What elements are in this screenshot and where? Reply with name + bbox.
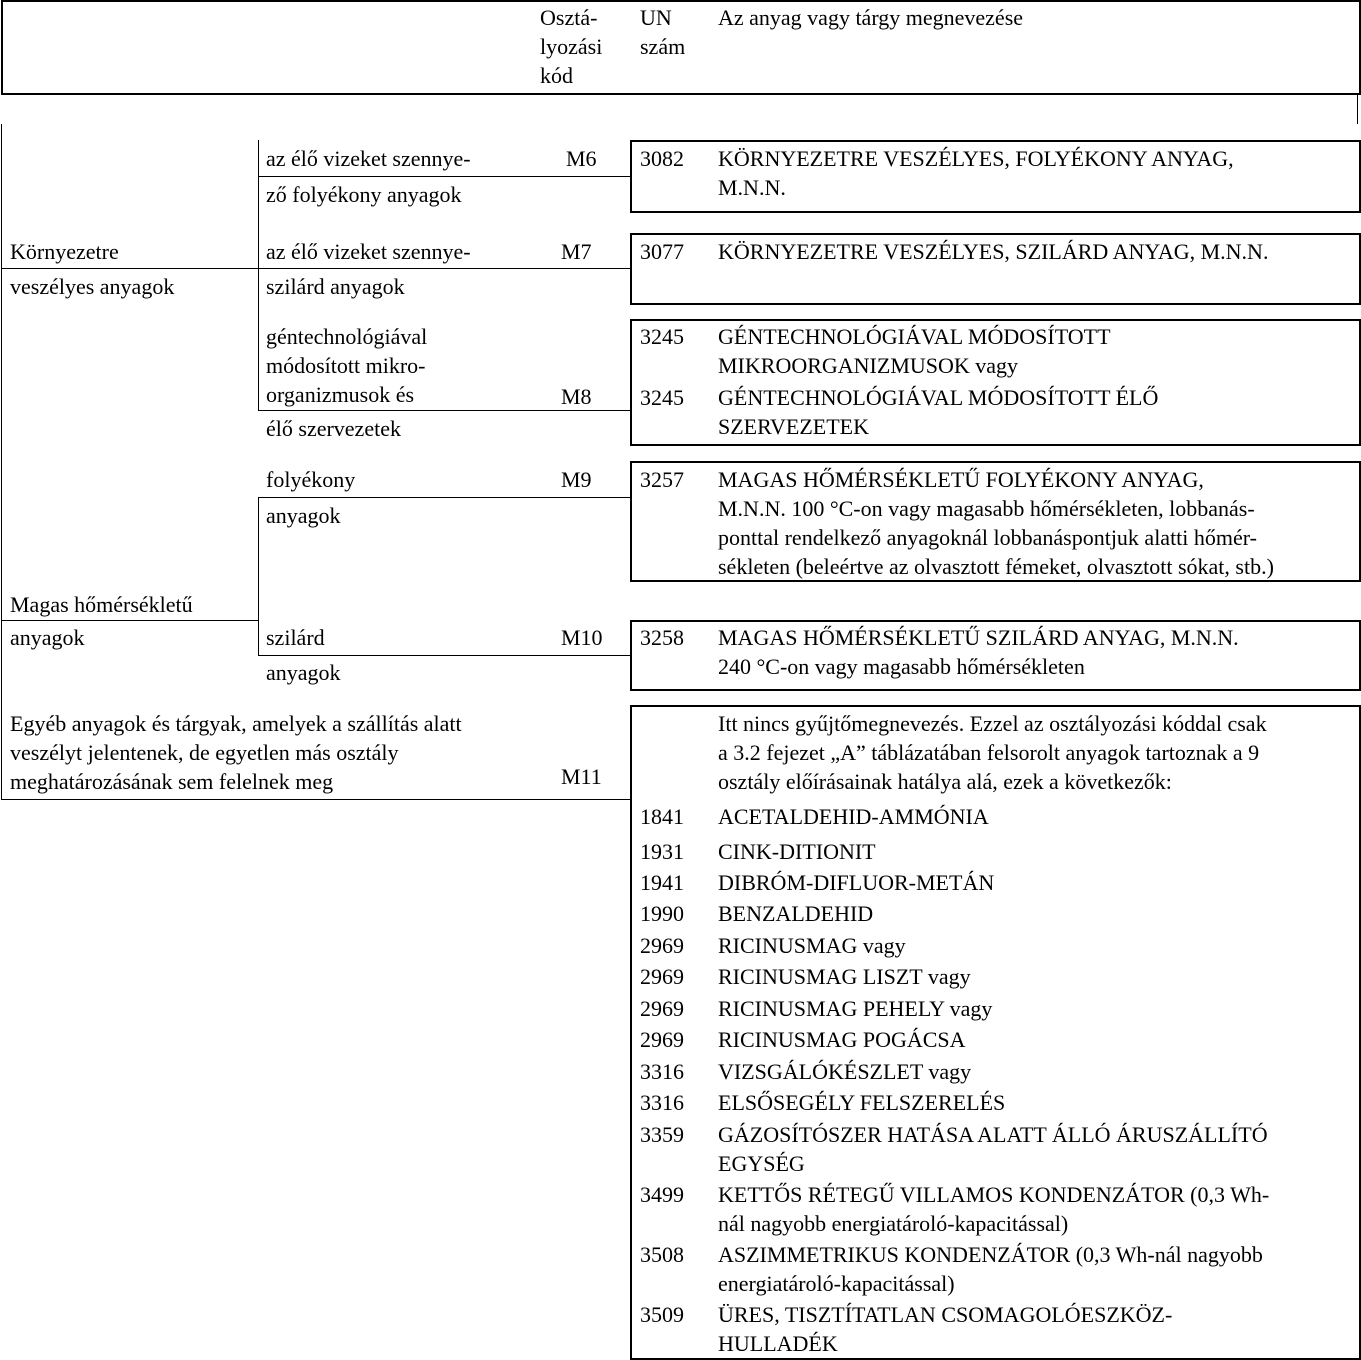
- entry-name: ponttal rendelkező anyagoknál lobbanáspontjuk alatti hőmér-: [718, 525, 1257, 550]
- entry-name: VIZSGÁLÓKÉSZLET vagy: [718, 1059, 972, 1084]
- entry-name: RICINUSMAG POGÁCSA: [718, 1027, 966, 1052]
- entry-name: SZERVEZETEK: [718, 414, 869, 439]
- sub-m8-line1: géntechnológiával: [266, 324, 428, 349]
- code-m8: M8: [561, 384, 592, 409]
- entry-name: sékleten (beleértve az olvasztott fémeket, olvasztott sókat, stb.): [718, 554, 1274, 579]
- entry-name: M.N.N.: [718, 175, 786, 200]
- un-number: 3499: [640, 1182, 684, 1207]
- code-m11: M11: [561, 764, 602, 789]
- code-m6: M6: [566, 146, 597, 171]
- sub-m8-line2: módosított mikro-: [266, 353, 426, 378]
- tree-line: [1, 268, 258, 269]
- header-name: Az anyag vagy tárgy megnevezése: [718, 5, 1024, 30]
- un-number: 3245: [640, 324, 684, 349]
- entry-name: HULLADÉK: [718, 1331, 838, 1356]
- sub-m8-line3: organizmusok és: [266, 382, 415, 407]
- sub-m10-line1: szilárd: [266, 625, 325, 650]
- group-other-line1: Egyéb anyagok és tárgyak, amelyek a szállítás alatt: [10, 711, 462, 736]
- entry-name: 240 °C-on vagy magasabb hőmérsékleten: [718, 654, 1085, 679]
- sub-m9-line2: anyagok: [266, 503, 341, 528]
- entry-name: KÖRNYEZETRE VESZÉLYES, FOLYÉKONY ANYAG,: [718, 146, 1234, 171]
- tree-line: [258, 176, 631, 177]
- entry-name: MIKROORGANIZMUSOK vagy: [718, 353, 1019, 378]
- entry-name: GÁZOSÍTÓSZER HATÁSA ALATT ÁLLÓ ÁRUSZÁLLÍTÓ: [718, 1122, 1268, 1147]
- un-number: 3509: [640, 1302, 684, 1327]
- header-un-line1: UN: [640, 5, 672, 30]
- group-other-line3: meghatározásának sem felelnek meg: [10, 769, 334, 794]
- header-code-line3: kód: [540, 63, 573, 88]
- tree-line: [258, 140, 259, 410]
- un-number: 1841: [640, 804, 684, 829]
- tree-line: [1, 620, 258, 621]
- un-number: 3508: [640, 1242, 684, 1267]
- sub-m8-line4: élő szervezetek: [266, 416, 401, 441]
- entry-name: energiatároló-kapacitással): [718, 1271, 955, 1296]
- entry-name: MAGAS HŐMÉRSÉKLETŰ SZILÁRD ANYAG, M.N.N.: [718, 625, 1239, 650]
- entry-name: GÉNTECHNOLÓGIÁVAL MÓDOSÍTOTT: [718, 324, 1111, 349]
- entry-name: KETTŐS RÉTEGŰ VILLAMOS KONDENZÁTOR (0,3 Wh-: [718, 1182, 1270, 1207]
- tree-line: [258, 268, 631, 269]
- group-hot-line1: Magas hőmérsékletű: [10, 592, 193, 617]
- entry-name: EGYSÉG: [718, 1151, 805, 1176]
- un-number: 2969: [640, 964, 684, 989]
- sub-m7-line1: az élő vizeket szennye-: [266, 239, 471, 264]
- entry-name: CINK-DITIONIT: [718, 839, 876, 864]
- tree-line: [258, 655, 631, 656]
- code-m9: M9: [561, 467, 592, 492]
- un-number: 1990: [640, 901, 684, 926]
- group-hot-line2: anyagok: [10, 625, 85, 650]
- un-number: 3359: [640, 1122, 684, 1147]
- tree-line: [1, 799, 631, 800]
- entry-name: ÜRES, TISZTÍTATLAN CSOMAGOLÓESZKÖZ-: [718, 1302, 1173, 1327]
- sub-m6-line2: ző folyékony anyagok: [266, 182, 462, 207]
- sub-m6-line1: az élő vizeket szennye-: [266, 146, 471, 171]
- entry-name: MAGAS HŐMÉRSÉKLETŰ FOLYÉKONY ANYAG,: [718, 467, 1204, 492]
- entry-name: GÉNTECHNOLÓGIÁVAL MÓDOSÍTOTT ÉLŐ: [718, 385, 1159, 410]
- group-other-line2: veszélyt jelentenek, de egyetlen más osztály: [10, 740, 399, 765]
- left-edge: [1, 124, 2, 800]
- entry-name: RICINUSMAG vagy: [718, 933, 906, 958]
- tree-line: [258, 497, 259, 655]
- header-un-line2: szám: [640, 34, 686, 59]
- un-number: 3316: [640, 1090, 684, 1115]
- entry-name: nál nagyobb energiatároló-kapacitással): [718, 1211, 1069, 1236]
- code-m10: M10: [561, 625, 603, 650]
- entry-name: RICINUSMAG LISZT vagy: [718, 964, 971, 989]
- un-number: 3082: [640, 146, 684, 171]
- un-number: 3077: [640, 239, 684, 264]
- sub-m7-line2: szilárd anyagok: [266, 274, 405, 299]
- un-number: 2969: [640, 996, 684, 1021]
- code-m7: M7: [561, 239, 592, 264]
- un-number: 3245: [640, 385, 684, 410]
- entry-name: RICINUSMAG PEHELY vagy: [718, 996, 993, 1021]
- m11-note-line2: a 3.2 fejezet „A” táblázatában felsorolt anyagok tartoznak a 9: [718, 740, 1260, 765]
- header-code-line1: Osztá-: [540, 5, 598, 30]
- un-number: 2969: [640, 1027, 684, 1052]
- entry-name: BENZALDEHID: [718, 901, 874, 926]
- header-right-edge: [1357, 93, 1358, 124]
- entry-name: ELSŐSEGÉLY FELSZERELÉS: [718, 1090, 1006, 1115]
- group-env-line1: Környezetre: [10, 239, 119, 264]
- un-number: 3316: [640, 1059, 684, 1084]
- entry-name: DIBRÓM-DIFLUOR-METÁN: [718, 870, 995, 895]
- m11-note-line1: Itt nincs gyűjtőmegnevezés. Ezzel az osztályozási kóddal csak: [718, 711, 1267, 736]
- sub-m9-line1: folyékony: [266, 467, 356, 492]
- un-number: 1931: [640, 839, 684, 864]
- un-number: 3257: [640, 467, 684, 492]
- group-env-line2: veszélyes anyagok: [10, 274, 175, 299]
- un-number: 1941: [640, 870, 684, 895]
- entry-name: M.N.N. 100 °C-on vagy magasabb hőmérsékleten, lobbanás-: [718, 496, 1255, 521]
- un-number: 3258: [640, 625, 684, 650]
- un-number: 2969: [640, 933, 684, 958]
- sub-m10-line2: anyagok: [266, 660, 341, 685]
- m11-note-line3: osztály előírásainak hatálya alá, ezek a következők:: [718, 769, 1172, 794]
- header-code-line2: lyozási: [540, 34, 603, 59]
- entry-name: KÖRNYEZETRE VESZÉLYES, SZILÁRD ANYAG, M.N.N.: [718, 239, 1269, 264]
- entry-name: ASZIMMETRIKUS KONDENZÁTOR (0,3 Wh-nál nagyobb: [718, 1242, 1263, 1267]
- entry-name: ACETALDEHID-AMMÓNIA: [718, 804, 989, 829]
- tree-line: [258, 497, 631, 498]
